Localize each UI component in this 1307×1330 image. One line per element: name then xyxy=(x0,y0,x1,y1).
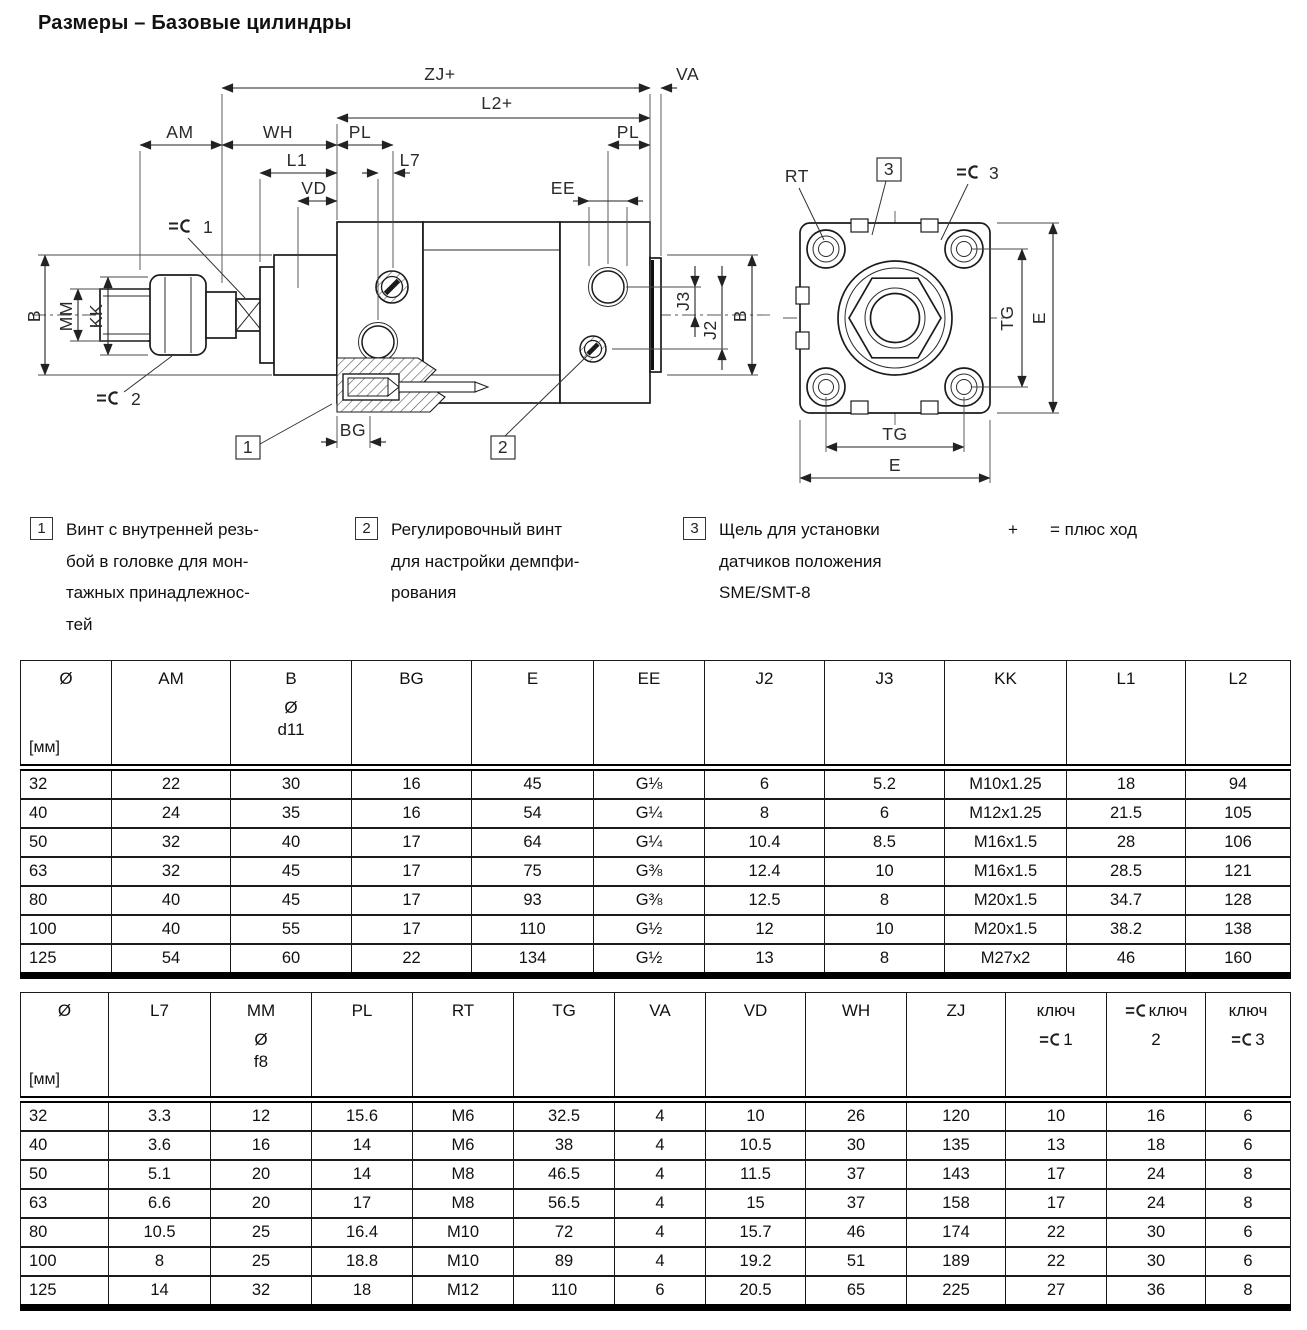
wrench-2-number: 2 xyxy=(131,389,142,409)
dim-label-wh: WH xyxy=(262,122,294,142)
dim-label-e-bottom: E xyxy=(888,455,902,475)
table-cell: 93 xyxy=(472,886,594,915)
callout-1-number: 1 xyxy=(242,437,254,457)
cylinder-side-view xyxy=(24,64,770,459)
table-cell: G⅜ xyxy=(594,857,705,886)
table-cell: 17 xyxy=(352,828,472,857)
table-cell: 22 xyxy=(352,944,472,976)
table-cell: 26 xyxy=(806,1100,907,1132)
note-text: Винт с внутренней резь- бой в головке для мон- тажных принадлежнос- тей xyxy=(66,520,259,634)
col-header-diameter xyxy=(21,993,109,1100)
table-cell: 32 xyxy=(211,1276,312,1308)
table-cell: 189 xyxy=(907,1247,1006,1276)
rear-air-port xyxy=(589,268,628,307)
table-cell: 4 xyxy=(615,1218,706,1247)
callout-3-number: 3 xyxy=(883,159,895,179)
table-cell: G½ xyxy=(594,944,705,976)
wrench-3-number: 3 xyxy=(989,163,1000,183)
table-cell: 28 xyxy=(1067,828,1186,857)
table-cell: M8 xyxy=(413,1160,514,1189)
table-cell: 80 xyxy=(21,1218,109,1247)
table-cell: 35 xyxy=(231,799,352,828)
col-header-key1: ключ 1 xyxy=(1006,993,1107,1100)
col-header-key2: ключ 2 xyxy=(1107,993,1206,1100)
col-header-l2: L2 xyxy=(1186,661,1291,768)
table-cell: 37 xyxy=(806,1189,907,1218)
dimensions-table-1 xyxy=(20,660,1291,979)
table-cell: 12 xyxy=(705,915,825,944)
col-header-l1: L1 xyxy=(1067,661,1186,768)
table-cell: 174 xyxy=(907,1218,1006,1247)
table-cell: 8 xyxy=(1206,1276,1291,1308)
table-cell: 13 xyxy=(1006,1131,1107,1160)
dim-label-l7: L7 xyxy=(399,150,421,170)
table-cell: G½ xyxy=(594,915,705,944)
dim-label-zj: ZJ+ xyxy=(424,64,456,84)
table-cell: 17 xyxy=(352,857,472,886)
table-cell: 25 xyxy=(211,1218,312,1247)
table-cell: 8 xyxy=(825,944,945,976)
table-cell: M27x2 xyxy=(945,944,1067,976)
table-cell: 125 xyxy=(21,1276,109,1308)
col-header-rt: RT xyxy=(413,993,514,1100)
table-cell: 6 xyxy=(615,1276,706,1308)
table-cell: 18 xyxy=(1107,1131,1206,1160)
front-cushion-screw xyxy=(376,271,408,303)
table-cell: 14 xyxy=(312,1160,413,1189)
dim-label-tg-right: TG xyxy=(997,305,1017,331)
cylinder-end-view xyxy=(783,158,1059,483)
note-text: Регулировочный винт для настройки демпфи- рования xyxy=(391,520,580,602)
rear-end-cap xyxy=(560,222,650,403)
table-cell: 56.5 xyxy=(514,1189,615,1218)
table-cell: 4 xyxy=(615,1247,706,1276)
table-cell: 10 xyxy=(825,857,945,886)
table-cell: 6 xyxy=(1206,1218,1291,1247)
dim-label-pl-left: PL xyxy=(348,122,372,142)
table-cell: 46 xyxy=(1067,944,1186,976)
dim-label-pl-right: PL xyxy=(616,122,640,142)
col-header-wh: WH xyxy=(806,993,907,1100)
table-cell: 45 xyxy=(472,768,594,800)
table-cell: 135 xyxy=(907,1131,1006,1160)
legend-note-3 xyxy=(683,514,882,609)
table-cell: 106 xyxy=(1186,828,1291,857)
table-cell: 110 xyxy=(472,915,594,944)
table-row xyxy=(21,944,1291,976)
dim-label-tg-bottom: TG xyxy=(882,424,908,444)
table-cell: 32 xyxy=(21,1100,109,1132)
table-cell: 10 xyxy=(706,1100,806,1132)
table-cell: M12 xyxy=(413,1276,514,1308)
table-cell: 12.5 xyxy=(705,886,825,915)
table-cell: 19.2 xyxy=(706,1247,806,1276)
table-row xyxy=(21,1100,1291,1132)
table-cell: 60 xyxy=(231,944,352,976)
wrench-icon xyxy=(1125,1004,1149,1017)
table-cell: 30 xyxy=(1107,1247,1206,1276)
table-cell: 4 xyxy=(615,1131,706,1160)
table-cell: 51 xyxy=(806,1247,907,1276)
col-header-vd: VD xyxy=(706,993,806,1100)
table-cell: 6 xyxy=(1206,1100,1291,1132)
table-cell: G⅛ xyxy=(594,768,705,800)
wrench-icon xyxy=(957,166,978,177)
table-cell: 10.5 xyxy=(109,1218,211,1247)
table-cell: G⅜ xyxy=(594,886,705,915)
table-header-row xyxy=(21,993,1291,1100)
table-cell: 22 xyxy=(1006,1218,1107,1247)
table-cell: 10 xyxy=(1006,1100,1107,1132)
table-cell: 20.5 xyxy=(706,1276,806,1308)
table-cell: 40 xyxy=(21,1131,109,1160)
table-cell: 138 xyxy=(1186,915,1291,944)
table-row xyxy=(21,857,1291,886)
unit-label: [мм] xyxy=(29,1071,60,1088)
col-header-j2: J2 xyxy=(705,661,825,768)
table-cell: 121 xyxy=(1186,857,1291,886)
diameter-symbol: Ø xyxy=(59,669,73,688)
table-cell: 32 xyxy=(21,768,112,800)
dim-label-va: VA xyxy=(676,64,700,84)
table-cell: 8 xyxy=(109,1247,211,1276)
table-cell: 46.5 xyxy=(514,1160,615,1189)
table-cell: 38 xyxy=(514,1131,615,1160)
table-cell: 94 xyxy=(1186,768,1291,800)
rod-nut-front xyxy=(838,261,952,375)
table-cell: 63 xyxy=(21,857,112,886)
col-header-zj: ZJ xyxy=(907,993,1006,1100)
table-cell: 143 xyxy=(907,1160,1006,1189)
table-row xyxy=(21,1189,1291,1218)
table-cell: 40 xyxy=(21,799,112,828)
diameter-symbol: Ø xyxy=(57,1001,72,1020)
table-cell: 32.5 xyxy=(514,1100,615,1132)
col-header-l7: L7 xyxy=(109,993,211,1100)
table-cell: 134 xyxy=(472,944,594,976)
plus-text: = плюс ход xyxy=(1050,520,1138,539)
col-header-am: AM xyxy=(112,661,231,768)
col-header-mm: MM Ø f8 xyxy=(211,993,312,1100)
table-cell: 158 xyxy=(907,1189,1006,1218)
dim-label-b-left: B xyxy=(24,309,44,323)
table-cell: 11.5 xyxy=(706,1160,806,1189)
table-cell: 4 xyxy=(615,1189,706,1218)
table-row xyxy=(21,828,1291,857)
table-cell: 21.5 xyxy=(1067,799,1186,828)
col-header-e: E xyxy=(472,661,594,768)
technical-drawing xyxy=(0,40,1307,495)
wrench-icon xyxy=(1039,1033,1063,1046)
col-header-ee: EE xyxy=(594,661,705,768)
table-cell: 225 xyxy=(907,1276,1006,1308)
table-cell: M6 xyxy=(413,1100,514,1132)
table-cell: 17 xyxy=(352,886,472,915)
table-cell: 12 xyxy=(211,1100,312,1132)
table-cell: M10x1.25 xyxy=(945,768,1067,800)
table-cell: 6.6 xyxy=(109,1189,211,1218)
col-header-pl: PL xyxy=(312,993,413,1100)
bearing-housing xyxy=(274,255,337,375)
table-cell: 75 xyxy=(472,857,594,886)
note-ref-box: 2 xyxy=(355,517,378,540)
table-cell: M16x1.5 xyxy=(945,828,1067,857)
table-cell: 5.2 xyxy=(825,768,945,800)
table-cell: 10.5 xyxy=(706,1131,806,1160)
table-cell: 24 xyxy=(1107,1160,1206,1189)
table-cell: 8.5 xyxy=(825,828,945,857)
table-cell: M6 xyxy=(413,1131,514,1160)
table-cell: 15 xyxy=(706,1189,806,1218)
table-cell: 40 xyxy=(231,828,352,857)
table-cell: 40 xyxy=(112,886,231,915)
page-title: Размеры – Базовые цилиндры xyxy=(38,12,352,34)
table-cell: 20 xyxy=(211,1189,312,1218)
table-cell: 50 xyxy=(21,1160,109,1189)
wrench-1-number: 1 xyxy=(203,217,214,237)
table-row xyxy=(21,886,1291,915)
table-cell: 14 xyxy=(312,1131,413,1160)
rear-cushion-screw xyxy=(580,336,606,362)
table-row xyxy=(21,1218,1291,1247)
note-ref-box: 1 xyxy=(30,517,53,540)
table-cell: 20 xyxy=(211,1160,312,1189)
piston-rod xyxy=(206,292,236,338)
cylinder-barrel xyxy=(423,222,560,403)
table-cell: M10 xyxy=(413,1247,514,1276)
table-row xyxy=(21,1276,1291,1308)
dim-label-j2: J2 xyxy=(700,320,720,340)
table-cell: M20x1.5 xyxy=(945,915,1067,944)
table-cell: 46 xyxy=(806,1218,907,1247)
table-cell: 17 xyxy=(1006,1189,1107,1218)
table-cell: M8 xyxy=(413,1189,514,1218)
table-cell: 17 xyxy=(312,1189,413,1218)
note-ref-box: 3 xyxy=(683,517,706,540)
table-cell: 32 xyxy=(112,857,231,886)
dim-label-ee: EE xyxy=(550,178,576,198)
table-cell: 27 xyxy=(1006,1276,1107,1308)
legend-note-1 xyxy=(30,514,259,640)
dim-label-e-right: E xyxy=(1029,311,1049,325)
table-cell: 32 xyxy=(112,828,231,857)
dim-label-rt: RT xyxy=(784,166,810,186)
col-header-b: B Ø d11 xyxy=(231,661,352,768)
plus-symbol: + xyxy=(1008,520,1018,539)
dim-label-j3: J3 xyxy=(673,291,693,311)
table-cell: 22 xyxy=(112,768,231,800)
table-cell: 38.2 xyxy=(1067,915,1186,944)
table-cell: 28.5 xyxy=(1067,857,1186,886)
table-cell: 24 xyxy=(1107,1189,1206,1218)
table-cell: 16 xyxy=(352,768,472,800)
table-cell: 15.7 xyxy=(706,1218,806,1247)
table-header-row xyxy=(21,661,1291,768)
dim-label-vd: VD xyxy=(301,178,327,198)
table-cell: G¼ xyxy=(594,828,705,857)
table-cell: 100 xyxy=(21,915,112,944)
table-cell: 36 xyxy=(1107,1276,1206,1308)
table-cell: 30 xyxy=(1107,1218,1206,1247)
table-cell: 6 xyxy=(1206,1131,1291,1160)
table-cell: 89 xyxy=(514,1247,615,1276)
table-row xyxy=(21,1131,1291,1160)
rod-nut xyxy=(150,275,206,355)
dim-label-mm: MM xyxy=(56,300,76,332)
table-cell: 8 xyxy=(705,799,825,828)
table-cell: 10.4 xyxy=(705,828,825,857)
table-cell: 105 xyxy=(1186,799,1291,828)
table-cell: 54 xyxy=(472,799,594,828)
dimensions-table-2 xyxy=(20,992,1291,1311)
table-cell: 50 xyxy=(21,828,112,857)
table-cell: 4 xyxy=(615,1160,706,1189)
table-cell: 3.6 xyxy=(109,1131,211,1160)
table-cell: 6 xyxy=(825,799,945,828)
table-cell: 18 xyxy=(1067,768,1186,800)
dim-label-bg: BG xyxy=(339,420,367,440)
table-cell: 16 xyxy=(352,799,472,828)
legend-note-2 xyxy=(355,514,579,609)
table-cell: 160 xyxy=(1186,944,1291,976)
table-cell: 8 xyxy=(825,886,945,915)
col-header-j3: J3 xyxy=(825,661,945,768)
table-cell: 40 xyxy=(112,915,231,944)
table-cell: 110 xyxy=(514,1276,615,1308)
col-header-tg: TG xyxy=(514,993,615,1100)
table-cell: 128 xyxy=(1186,886,1291,915)
callout-2-number: 2 xyxy=(497,437,509,457)
table-cell: 18.8 xyxy=(312,1247,413,1276)
table-cell: 12.4 xyxy=(705,857,825,886)
table-cell: 17 xyxy=(1006,1160,1107,1189)
table-cell: 22 xyxy=(1006,1247,1107,1276)
table-cell: G¼ xyxy=(594,799,705,828)
table-row xyxy=(21,768,1291,800)
table-cell: 3.3 xyxy=(109,1100,211,1132)
wrench-icon xyxy=(97,392,118,403)
table-row xyxy=(21,1160,1291,1189)
table-cell: 65 xyxy=(806,1276,907,1308)
wrench-icon xyxy=(169,220,190,231)
table-cell: 63 xyxy=(21,1189,109,1218)
dim-label-l2: L2+ xyxy=(481,93,513,113)
table-cell: 8 xyxy=(1206,1189,1291,1218)
table-cell: 6 xyxy=(705,768,825,800)
table-cell: 17 xyxy=(352,915,472,944)
table-row xyxy=(21,799,1291,828)
table-cell: 15.6 xyxy=(312,1100,413,1132)
front-air-port xyxy=(359,323,398,362)
table-cell: 55 xyxy=(231,915,352,944)
note-text: Щель для установки датчиков положения SME/SMT-8 xyxy=(719,520,882,602)
table-cell: 18 xyxy=(312,1276,413,1308)
wrench-icon xyxy=(1231,1033,1255,1046)
dim-label-am: AM xyxy=(166,122,194,142)
table-cell: 14 xyxy=(109,1276,211,1308)
table-cell: 16 xyxy=(211,1131,312,1160)
table-cell: 54 xyxy=(112,944,231,976)
unit-label: [мм] xyxy=(29,739,60,756)
table-cell: 10 xyxy=(825,915,945,944)
col-header-va: VA xyxy=(615,993,706,1100)
dim-label-l1: L1 xyxy=(286,150,308,170)
table-cell: 64 xyxy=(472,828,594,857)
table-cell: 4 xyxy=(615,1100,706,1132)
col-header-kk: KK xyxy=(945,661,1067,768)
col-header-key3: ключ 3 xyxy=(1206,993,1291,1100)
table-cell: 80 xyxy=(21,886,112,915)
col-header-diameter xyxy=(21,661,112,768)
table-cell: 16.4 xyxy=(312,1218,413,1247)
table-cell: M20x1.5 xyxy=(945,886,1067,915)
table-cell: 6 xyxy=(1206,1247,1291,1276)
table-cell: 45 xyxy=(231,886,352,915)
table-cell: 25 xyxy=(211,1247,312,1276)
table-cell: 37 xyxy=(806,1160,907,1189)
table-cell: 8 xyxy=(1206,1160,1291,1189)
dim-label-b-right: B xyxy=(730,309,750,323)
col-header-bg: BG xyxy=(352,661,472,768)
table-cell: 30 xyxy=(231,768,352,800)
table-cell: 34.7 xyxy=(1067,886,1186,915)
table-row xyxy=(21,915,1291,944)
table-cell: 45 xyxy=(231,857,352,886)
table-cell: 100 xyxy=(21,1247,109,1276)
table-row xyxy=(21,1247,1291,1276)
dim-label-kk: KK xyxy=(86,303,106,329)
table-cell: M10 xyxy=(413,1218,514,1247)
table-cell: M12x1.25 xyxy=(945,799,1067,828)
table-cell: 13 xyxy=(705,944,825,976)
table-cell: 72 xyxy=(514,1218,615,1247)
table-cell: 30 xyxy=(806,1131,907,1160)
table-cell: 125 xyxy=(21,944,112,976)
table-cell: 16 xyxy=(1107,1100,1206,1132)
table-cell: 5.1 xyxy=(109,1160,211,1189)
table-cell: 24 xyxy=(112,799,231,828)
table-cell: 120 xyxy=(907,1100,1006,1132)
table-cell: M16x1.5 xyxy=(945,857,1067,886)
